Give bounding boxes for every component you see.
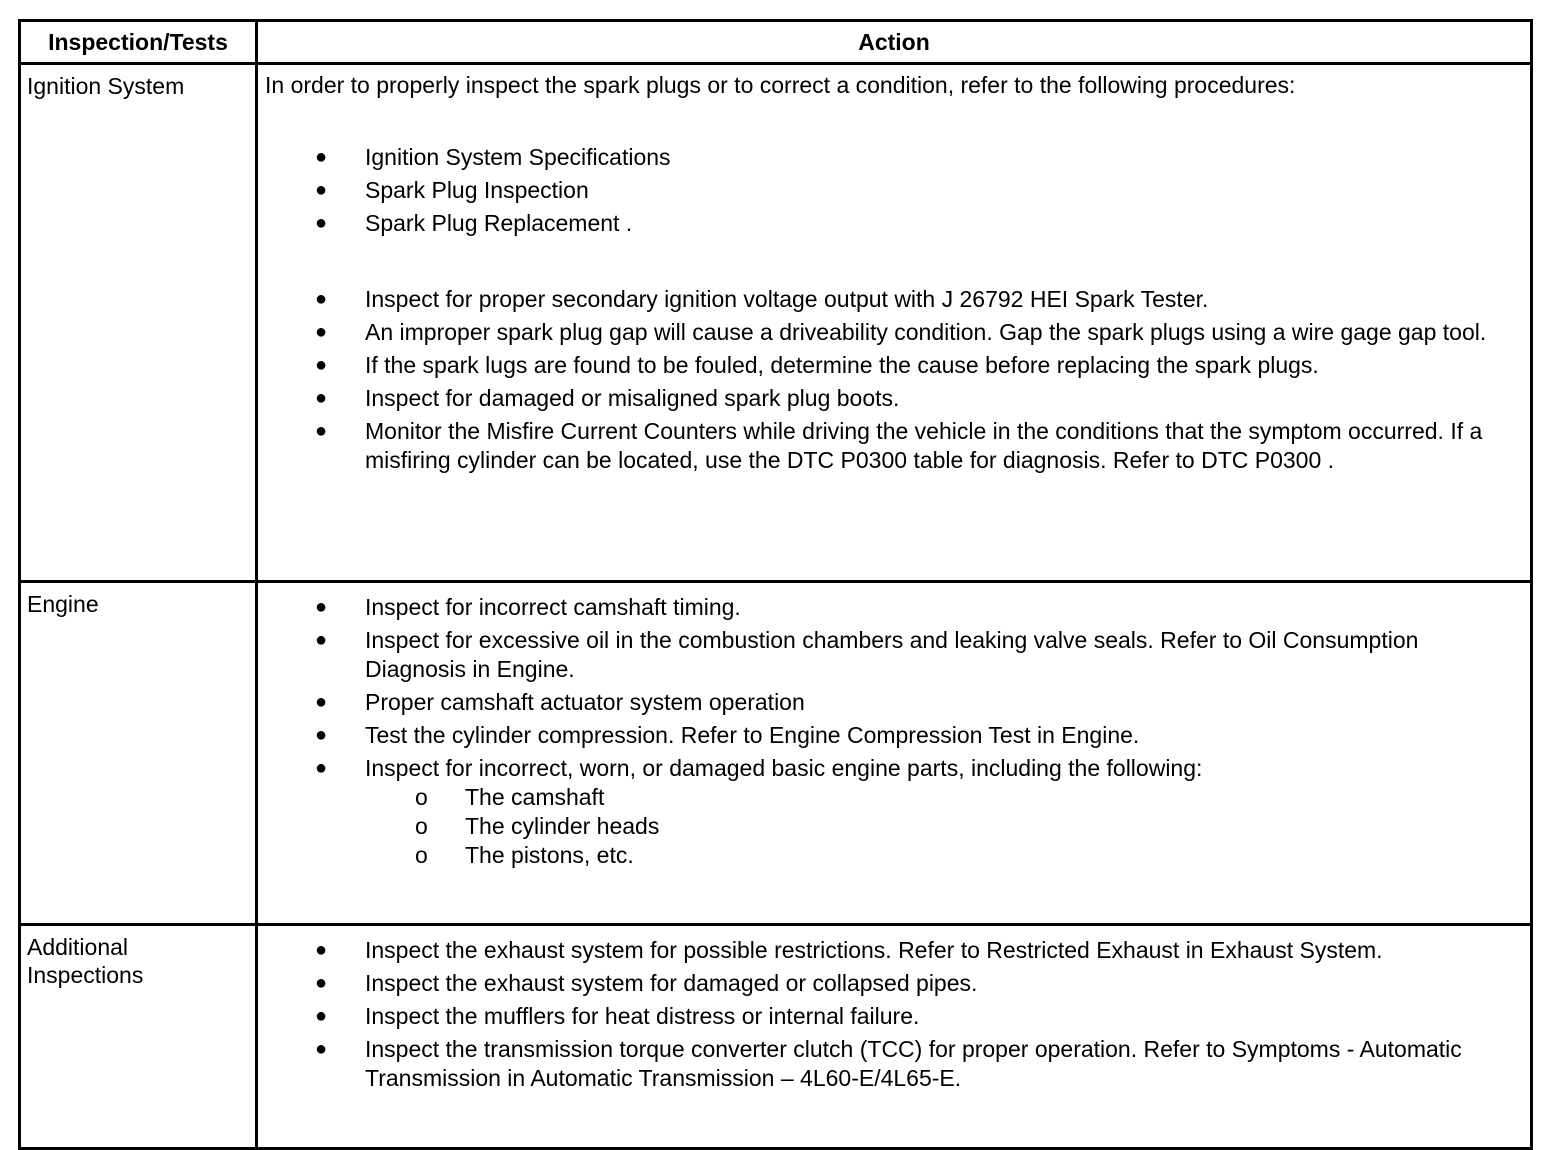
bullet-icon: ● <box>315 724 328 746</box>
check-text: Inspect the exhaust system for damaged or collapsed pipes. <box>365 970 978 996</box>
list-item <box>265 318 1510 347</box>
check-text: If the spark lugs are found to be fouled, determine the cause before replacing the spark plugs. <box>365 352 1319 378</box>
row-label-engine: Engine <box>20 582 257 925</box>
list-item <box>265 688 1510 717</box>
list-item <box>265 143 1510 172</box>
list-item <box>265 285 1510 314</box>
procedure-link[interactable]: Ignition System Specifications <box>365 144 671 170</box>
bullet-icon: ● <box>315 212 328 234</box>
list-item <box>365 812 1510 841</box>
check-text: Inspect the exhaust system for possible restrictions. Refer to Restricted Exhaust in Exhaust System. <box>365 937 1383 963</box>
list-item <box>265 384 1510 413</box>
ignition-intro: In order to properly inspect the spark plugs or to correct a condition, refer to the following procedures: <box>265 72 1296 98</box>
ignition-checks-list <box>265 285 1510 475</box>
bullet-icon: ● <box>315 596 328 618</box>
check-text: Inspect the transmission torque converter clutch (TCC) for proper operation. Refer to Symptoms - Automatic Transmission in Automatic Transmission – 4L60-E/4L65-E. <box>365 1036 1462 1091</box>
list-item <box>265 417 1510 475</box>
procedure-link[interactable]: Spark Plug Replacement . <box>365 210 633 236</box>
list-item <box>265 1035 1510 1093</box>
bullet-icon: ● <box>315 1038 328 1060</box>
bullet-icon: ● <box>315 629 328 651</box>
bullet-icon: ● <box>315 179 328 201</box>
list-item <box>265 1002 1510 1031</box>
engine-checks-list <box>265 593 1510 870</box>
check-text: Test the cylinder compression. Refer to Engine Compression Test in Engine. <box>365 722 1140 748</box>
list-item <box>265 721 1510 750</box>
part-text: The camshaft <box>465 784 605 810</box>
bullet-icon: ● <box>315 939 328 961</box>
list-item <box>265 209 1510 238</box>
check-text: Inspect for incorrect, worn, or damaged basic engine parts, including the following: <box>365 755 1203 781</box>
circle-bullet-icon: o <box>415 813 428 839</box>
check-text: Proper camshaft actuator system operation <box>365 689 805 715</box>
check-text: Inspect for incorrect camshaft timing. <box>365 594 741 620</box>
list-item <box>265 351 1510 380</box>
check-text: Inspect for excessive oil in the combustion chambers and leaking valve seals. Refer to Oil Consumption Diagnosis in Engine. <box>365 627 1419 682</box>
part-text: The pistons, etc. <box>465 842 634 868</box>
bullet-icon: ● <box>315 387 328 409</box>
procedure-link[interactable]: Spark Plug Inspection <box>365 177 589 203</box>
header-row <box>20 21 1532 64</box>
bullet-icon: ● <box>315 420 328 442</box>
circle-bullet-icon: o <box>415 784 428 810</box>
list-item <box>265 754 1510 870</box>
list-item <box>265 969 1510 998</box>
table-row-additional <box>20 925 1532 1149</box>
bullet-icon: ● <box>315 691 328 713</box>
check-text: Inspect the mufflers for heat distress or internal failure. <box>365 1003 920 1029</box>
header-inspection-tests: Inspection/Tests <box>20 21 257 64</box>
list-item <box>365 783 1510 812</box>
table-row-engine <box>20 582 1532 925</box>
check-text: Monitor the Misfire Current Counters while driving the vehicle in the conditions that the symptom occurred. If a misfiring cylinder can be located, use the DTC P0300 table for diagnosis. Refer to DTC P0300 . <box>365 418 1483 473</box>
check-text: An improper spark plug gap will cause a driveability condition. Gap the spark plugs using a wire gage gap tool. <box>365 319 1487 345</box>
table-row-ignition <box>20 64 1532 582</box>
action-cell-engine <box>257 582 1532 925</box>
bullet-icon: ● <box>315 1005 328 1027</box>
list-item <box>265 593 1510 622</box>
circle-bullet-icon: o <box>415 842 428 868</box>
bullet-icon: ● <box>315 146 328 168</box>
bullet-icon: ● <box>315 288 328 310</box>
additional-checks-list <box>265 936 1510 1093</box>
header-action: Action <box>257 21 1532 64</box>
engine-parts-list <box>365 783 1510 870</box>
row-label-ignition: Ignition System <box>20 64 257 582</box>
bullet-icon: ● <box>315 972 328 994</box>
list-item <box>265 626 1510 684</box>
check-text: Inspect for proper secondary ignition voltage output with J 26792 HEI Spark Tester. <box>365 286 1209 312</box>
list-item <box>265 936 1510 965</box>
action-cell-ignition <box>257 64 1532 582</box>
row-label-additional: Additional Inspections <box>20 925 257 1149</box>
ignition-procedures-list <box>265 143 1510 238</box>
bullet-icon: ● <box>315 354 328 376</box>
bullet-icon: ● <box>315 757 328 779</box>
action-cell-additional <box>257 925 1532 1149</box>
bullet-icon: ● <box>315 321 328 343</box>
list-item <box>365 841 1510 870</box>
check-text: Inspect for damaged or misaligned spark plug boots. <box>365 385 900 411</box>
part-text: The cylinder heads <box>465 813 660 839</box>
inspection-table <box>18 19 1533 1150</box>
list-item <box>265 176 1510 205</box>
